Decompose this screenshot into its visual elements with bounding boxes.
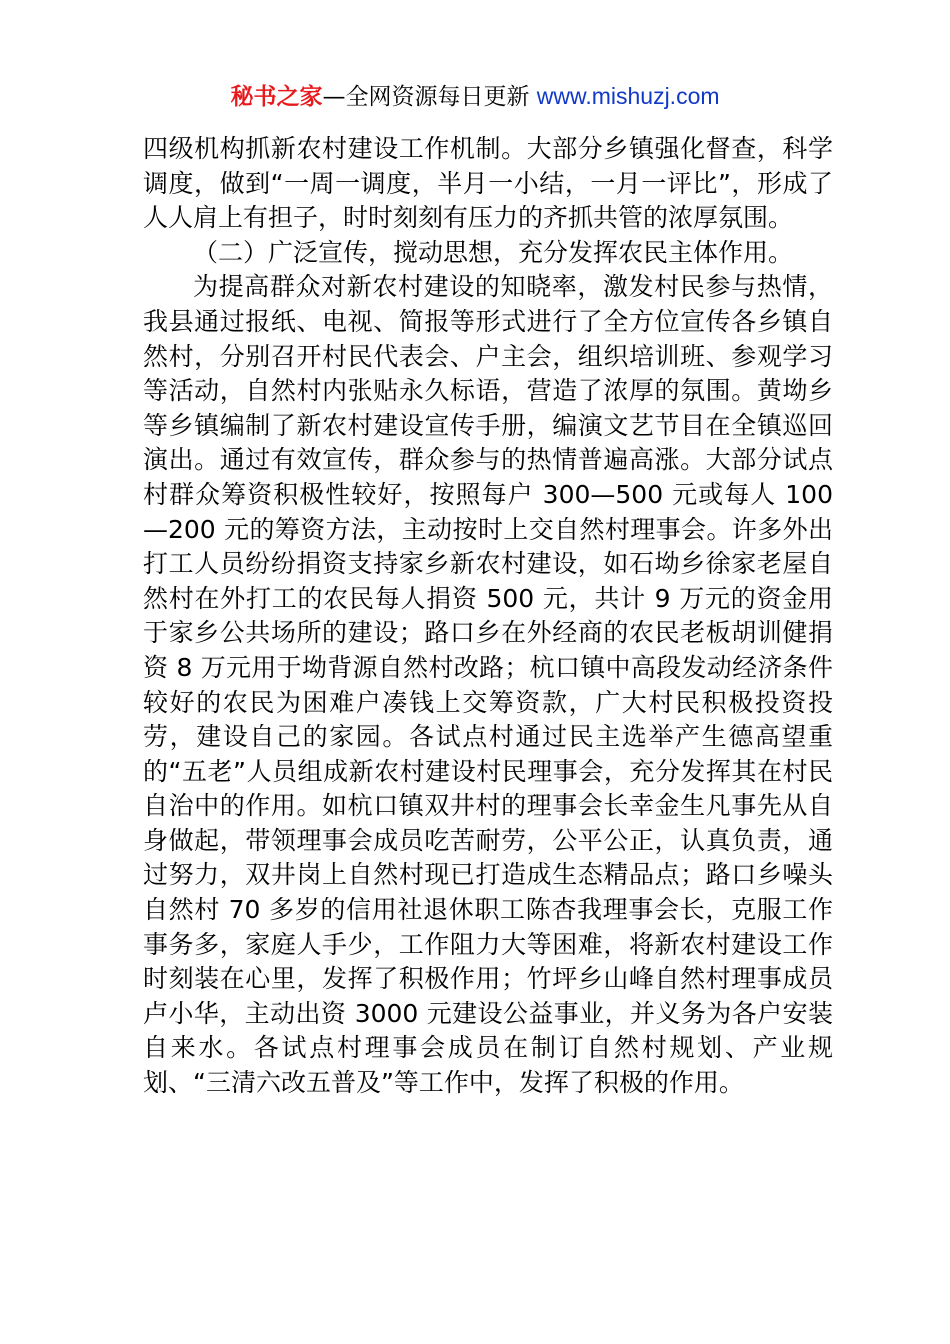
header-tagline: —全网资源每日更新	[322, 84, 530, 110]
paragraph-continuation: 四级机构抓新农村建设工作机制。大部分乡镇强化督查，科学调度，做到“一周一调度，半月一小结，一月一评比”，形成了人人肩上有担子，时时刻刻有压力的齐抓共管的浓厚氛围。	[143, 134, 833, 233]
paragraph-body: 为提高群众对新农村建设的知晓率，激发村民参与热情，我县通过报纸、电视、简报等形式进行了全方位宣传各乡镇自然村，分别召开村民代表会、户主会，组织培训班、参观学习等活动，自然村内张贴永久标语，营造了浓厚的氛围。黄坳乡等乡镇编制了新农村建设宣传手册，编演文艺节目在全镇巡回演出。通过有效宣传，群众参与的热情普遍高涨。大部分试点村群众筹资积极性较好，按照每户 300—500 元或每人 100—200 元的筹资方法，主动按时上交自然村理事会。许多外出打工人员纷纷捐资支持家乡新农村建设，如石坳乡徐家老屋自然村在外打工的农民每人捐资 500 元，共计 9 万元的资金用于家乡公共场所的建设；路口乡在外经商的农民老板胡训健捐资 8 万元用于坳背源自然村改路；杭口镇中高段发动经济条件较好的农民为困难户凑钱上交筹资款，广大村民积极投资投劳，建设自己的家园。各试点村通过民主选举产生德高望重的“五老”人员组成新农村建设村民理事会，充分发挥其在村民自治中的作用。如杭口镇双井村的理事会长幸金生凡事先从自身做起，带领理事会成员吃苦耐劳，公平公正，认真负责，通过努力，双井岗上自然村现已打造成生态精品点；路口乡噪头自然村 70 多岁的信用社退休职工陈杏我理事会长，克服工作事务多，家庭人手少，工作阻力大等困难，将新农村建设工作时刻装在心里，发挥了积极作用；竹坪乡山峰自然村理事成员卢小华，主动出资 3000 元建设公益事业，并义务为各户安装自来水。各试点村理事会成员在制订自然村规划、产业规划、“三清六改五普及”等工作中，发挥了积极的作用。	[143, 272, 833, 1098]
section-heading: （二）广泛宣传，搅动思想，充分发挥农民主体作用。	[193, 237, 794, 267]
document-body	[143, 132, 833, 1101]
site-url-link[interactable]: www.mishuzj.com	[536, 83, 720, 109]
page-header	[0, 80, 950, 113]
brand-name: 秘书之家	[230, 84, 323, 110]
